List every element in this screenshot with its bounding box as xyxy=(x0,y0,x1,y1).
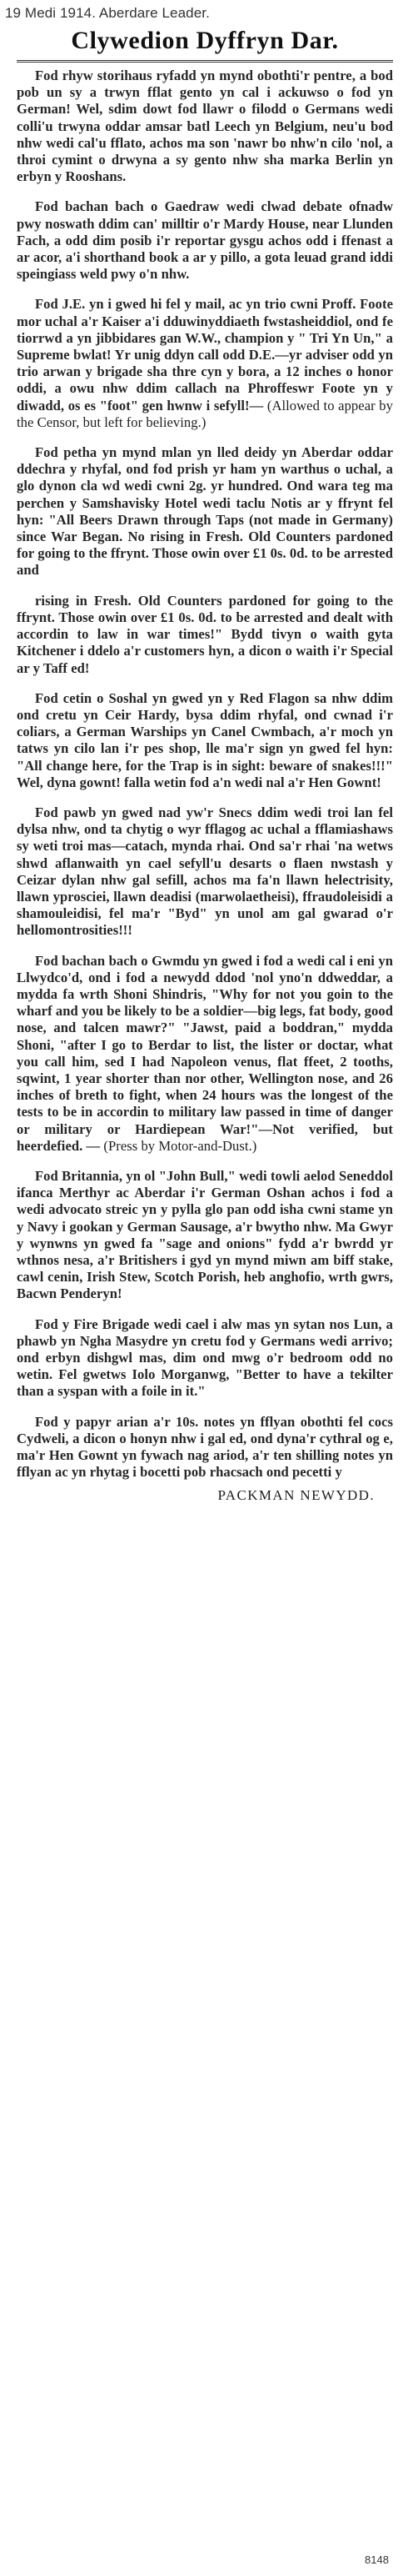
paragraph-snecs: Fod pawb yn gwed nad yw'r Snecs ddim wedi troi lan fel dylsa nhw, ond ta chytig o wyr fflagog ac uchal a fflamiashaws sy weti troi mas—catach, mynda rhai. Ond sa'r rhai 'na wetws shwd aflanwaith yn cael sefyll'u desarts o flaen nwstash y Ceizar dylan nhw gal sefill, achos ma fa'n llawn helectrisity, llawn yprosciei, llawn deadisi (marwolaetheisi), ffraudoleisidi a shamouleidisi, fel ma'r "Byd" yn unol am gal gwarad o'r hellomontrosities!!! xyxy=(17,804,393,939)
newspaper-clipping xyxy=(17,25,393,2544)
paragraph-old-counters: rising in Fresh. Old Counters pardoned for going to the ffrynt. Those owin over £1 0s. 0d. to be arrested and dealt with accordin to law in war times!" Bydd tivyn o waith gyta Kitchener i ddelo a'r customers hyn, a dicon o waith i'r Special ar y Taff ed! xyxy=(17,592,393,676)
paragraph-samshavisky-hotel: Fod petha yn mynd mlan yn lled deidy yn Aberdar oddar ddechra y rhyfal, ond fod prish yr ham yn warthus o uchal, a glo dynon cla wd wedi cwni 2g. yr hundred. Ond wara teg ma perchen y Samshavisky Hotel wedi taclu Notis ar y ffrynt fel hyn: "All Beers Drawn through Taps (not made in Germany) since War Began. No rising in Fresh. Old Counters pardoned for going to the ffrynt. Those owin over £1 0s. 0d. to be arrested and xyxy=(17,444,393,579)
press-note: (Press by Motor-and-Dust.) xyxy=(100,1137,257,1154)
paragraph-gaedraw: Fod bachan bach o Gaedraw wedi clwad debate ofnadw pwy noswath ddim can' milltir o'r Mardy House, near Llunden Fach, a odd dim posib i'r reportar gysgu achos odd i ffenast a ar acor, a'i shorthand book a ar y pillo, a gota leuad grand iddi speingiass weld pwy o'n nhw. xyxy=(17,198,393,283)
masthead-rule xyxy=(17,60,393,64)
censor-note: (Allowed to appear by the Censor, but left for believing.) xyxy=(17,397,393,430)
paragraph-gwmdu: Fod bachan bach o Gwmdu yn gwed i fod a wedi cal i eni yn Llwydco'd, ond i fod a newydd ddod 'nol yno'n ddweddar, a mydda fa wrth Shoni Shindris, "Why for not you goin to the wharf and you be likely to be a soldier—big legs, fat body, good nose, and talcen mawr?" "Jawst, paid a boddran," mydda Shoni, "after I go to Berdar to list, the lister or doctar, what you call him, sed I had Napoleon venus, flat ffeet, 2 tooths, sqwint, 1 year shorter than nor other, Wellington nose, and 26 inches of breth to fight, when 24 hours was the longest of the tests to be in accordin to military law passed in time of danger or military or Hardiepean War!"—Not verified, but heerdefied. — (Press by Motor-and-Dust.) xyxy=(17,952,393,1154)
paragraph-britannia: Fod Britannia, yn ol "John Bull," wedi towli aelod Seneddol ifanca Merthyr ac Aberdar i'r German Oshan achos i fod a wedi advocato streic yn y pylla glo pan odd isha cwni stame yn y Navy i gookan y German Sausage, a'r bwytho nhw. Ma Gwyr y wynwns yn gwed fa "sage and onions" fydd a'r bwrdd yr wthnos nesa, a'r Britishers i gyd yn mynd miwn am biff stake, cawl cenin, Irish Stew, Scotch Porish, heb anghofio, wrth gwrs, Bacwn Penderyn! xyxy=(17,1167,393,1302)
paragraph-red-flagon: Fod cetin o Soshal yn gwed yn y Red Flagon sa nhw ddim ond cretu yn Ceir Hardy, bysa ddim rhyfal, ond cwnad i'r coliars, a German Warships yn Canel Cwmbach, a'r moch yn tatws yn cilo lan i'r pes shop, lle ma'r sign yn gwed fel hyn: "All change here, for the Trap is in sight: beware of snakes!!!" Wel, dyna gownt! falla wetin fod a'n wedi nal a'r Hen Gownt! xyxy=(17,689,393,790)
signature: PACKMAN NEWYDD. xyxy=(217,1487,375,1504)
paragraph-proff-foote: Fod J.E. yn i gwed hi fel y mail, ac yn trio cwni Proff. Foote mor uchal a'r Kaiser a'i dduwinyddiaeth fwstasheiddiol, ond fe tiorrwd a yn jibbidares gan W.W., champion y " Tri Yn Un," a Supreme bwlat! Yr unig ddyn call odd D.E.—yr adviser odd yn trio arwan y brigade sha thre cyn y bora, a 12 inches o honor oddi, a owu nhw ddim callach na Phroffeswr Foote yn y diwadd, os es "foot" gen hwnw i sefyll!— (Allowed to appear by the Censor, but left for believing.) xyxy=(17,296,393,430)
column-masthead: Clywedion Dyffryn Dar. xyxy=(71,27,339,54)
paragraph-fire-brigade: Fod y Fire Brigade wedi cael i alw mas yn sytan nos Lun, a phawb yn Ngha Masydre yn cretu fod y Germans wedi arrivo; ond erbyn dishgwl mas, dim ond mwg o'r bedroom odd no wetin. Fel gwetws Iolo Morganwg, "Better to have a tekilter than a syspan with a foile in it." xyxy=(17,1316,393,1400)
paragraph-trwyn-fflat: Fod rhyw storihaus ryfadd yn mynd obothti'r pentre, a bod pob un sy a trwyn fflat gento yn cal i ackuwso o fod yn German! Wel, sdim dowt fod llawr o filodd o Germans wedi colli'u trwyna oddar amsar batl Leech yn Belgium, neu'u bod nhw wedi cal'u fflato, achos ma son 'nawr bo nhw'n cilo 'nol, a throi cymint o drwyna a sy gento nhw sha marka Berlin yn erbyn y Rooshans. xyxy=(17,68,393,185)
clipping-caption: 19 Medi 1914. Aberdare Leader. xyxy=(5,5,210,21)
paragraph-papyr-arian: Fod y papyr arian a'r 10s. notes yn fflyan obothti fel cocs Cydweli, a dicon o honyn nhw i gal ed, ond dyna'r cythral og e, ma'r Hen Gownt yn fywach nag ariod, a'r ten shilling notes yn fflyan ac yn rhytag i bocetti pob rhacsach ond pecetti y xyxy=(17,1413,393,1481)
reference-number: 8148 xyxy=(365,2553,389,2566)
